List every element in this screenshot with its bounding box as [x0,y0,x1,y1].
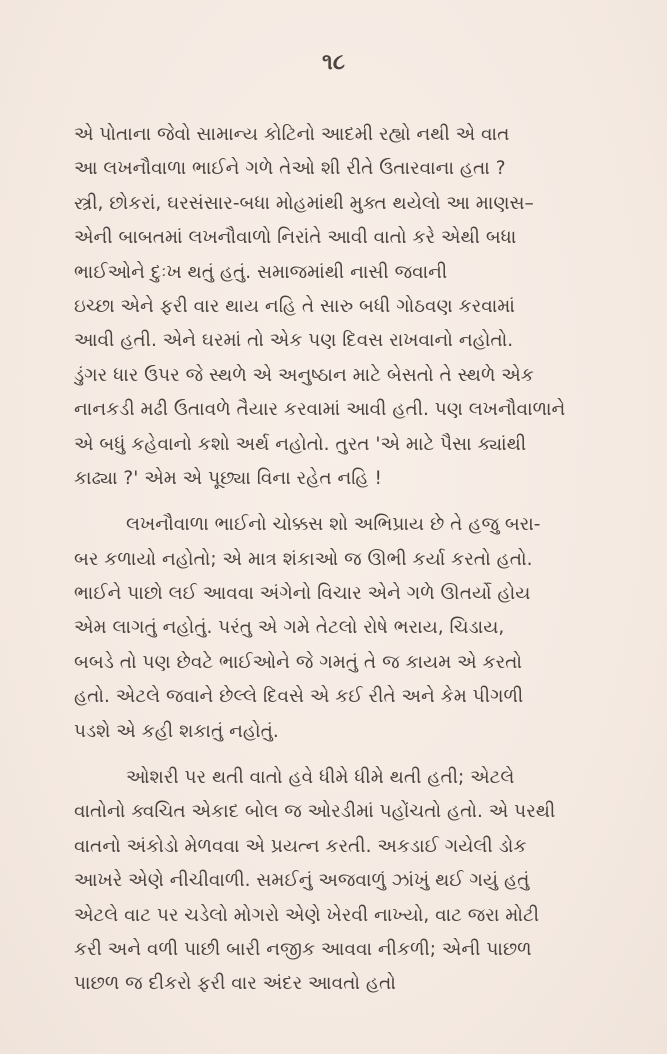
text-line: નાનકડી મઢી ઉતાવળે તૈયાર કરવામાં આવી હતી. પણ લખનૌવાળાને [74,399,566,421]
text-line: વાતનો અંકોડો મેળવવા એ પ્રયત્ન કરતી. અકડાઈ ગયેલી ડોક [74,835,527,857]
text-line: એની બાબતમાં લખનૌવાળો નિરાંતે આવી વાતો કરે એથી બધા [74,227,517,249]
text-line: સ્ત્રી, છોકરાં, ઘરસંસાર-બધા મોહમાંથી મુક્ત થયેલો આ માણસ– [74,192,534,214]
text-line: ઓશરી પર થતી વાતો હવે ધીમે ધીમે થતી હતી; એટલે [126,767,515,789]
text-line: એ બધું કહેવાનો કશો અર્થ નહોતો. તુરત 'એ માટે પૈસા ક્યાંથી [74,433,527,455]
text-line: આ લખનૌવાળા ભાઈને ગળે તેઓ શી રીતે ઉતારવાના હતા ? [74,158,506,180]
text-line: બર કળાયો નહોતો; એ માત્ર શંકાઓ જ ઊભી કર્યા કરતો હતો. [74,548,533,570]
text-line: પડશે એ કહી શકાતું નહોતું. [74,720,279,742]
text-line: કાઢ્યા ?' એમ એ પૂછ્યા વિના રહેત નહિ ! [74,467,382,489]
text-line: કરી અને વળી પાછી બારી નજીક આવવા નીકળી; એની પાછળ [74,938,532,960]
text-line: ભાઈઓને દુઃખ થતું હતું. સમાજમાંથી નાસી જવાની [74,261,448,283]
text-line: લખનૌવાળા ભાઈનો ચોક્કસ શો અભિપ્રાય છે તે હજુ બરા- [126,514,541,536]
paragraph-1 [74,118,610,496]
text-line: એટલે વાટ પર ચડેલો મોગરો એણે ખેરવી નાખ્યો, વાટ જરા મોટી [74,904,540,926]
text-line: આખરે એણે નીચીવાળી. સમઈનું અજવાળું ઝાંખું થઈ ગયું હતું [74,870,530,892]
text-line: એ પોતાના જેવો સામાન્ય કોટિનો આદમી રહ્યો નથી એ વાત [74,124,510,145]
page-number: ૧૮ [322,50,345,75]
text-line: હતો. એટલે જવાને છેલ્લે દિવસે એ કઈ રીતે અને કેમ પીગળી [74,686,524,708]
text-line: ઇચ્છા એને ફરી વાર થાય નહિ તે સારુ બધી ગોઠવણ કરવામાં [74,295,515,317]
paragraph-3 [74,761,610,1002]
paragraph-2 [74,508,610,749]
text-line: પાછળ જ દીકરો ફરી વાર અંદર આવતો હતો [74,973,396,995]
text-line: ભાઈને પાછો લઈ આવવા અંગેનો વિચાર એને ગળે ઊતર્યો હોય [74,583,531,605]
text-line: બબડે તો પણ છેવટે ભાઈઓને જે ગમતું તે જ કાયમ એ કરતો [74,651,523,673]
text-line: વાતોનો ક્વચિત એકાદ બોલ જ ઓરડીમાં પહોંચતો હતો. એ પરથી [74,801,556,823]
text-line: એમ લાગતું નહોતું. પરંતુ એ ગમે તેટલો રોષે ભરાય, ચિડાય, [74,617,505,639]
body-text [74,118,610,1002]
text-line: ડુંગર ધાર ઉપર જે સ્થળે એ અનુષ્ઠાન માટે બેસતો તે સ્થળે એક [74,364,534,386]
text-line: આવી હતી. એને ઘરમાં તો એક પણ દિવસ રાખવાનો નહોતો. [74,330,514,352]
